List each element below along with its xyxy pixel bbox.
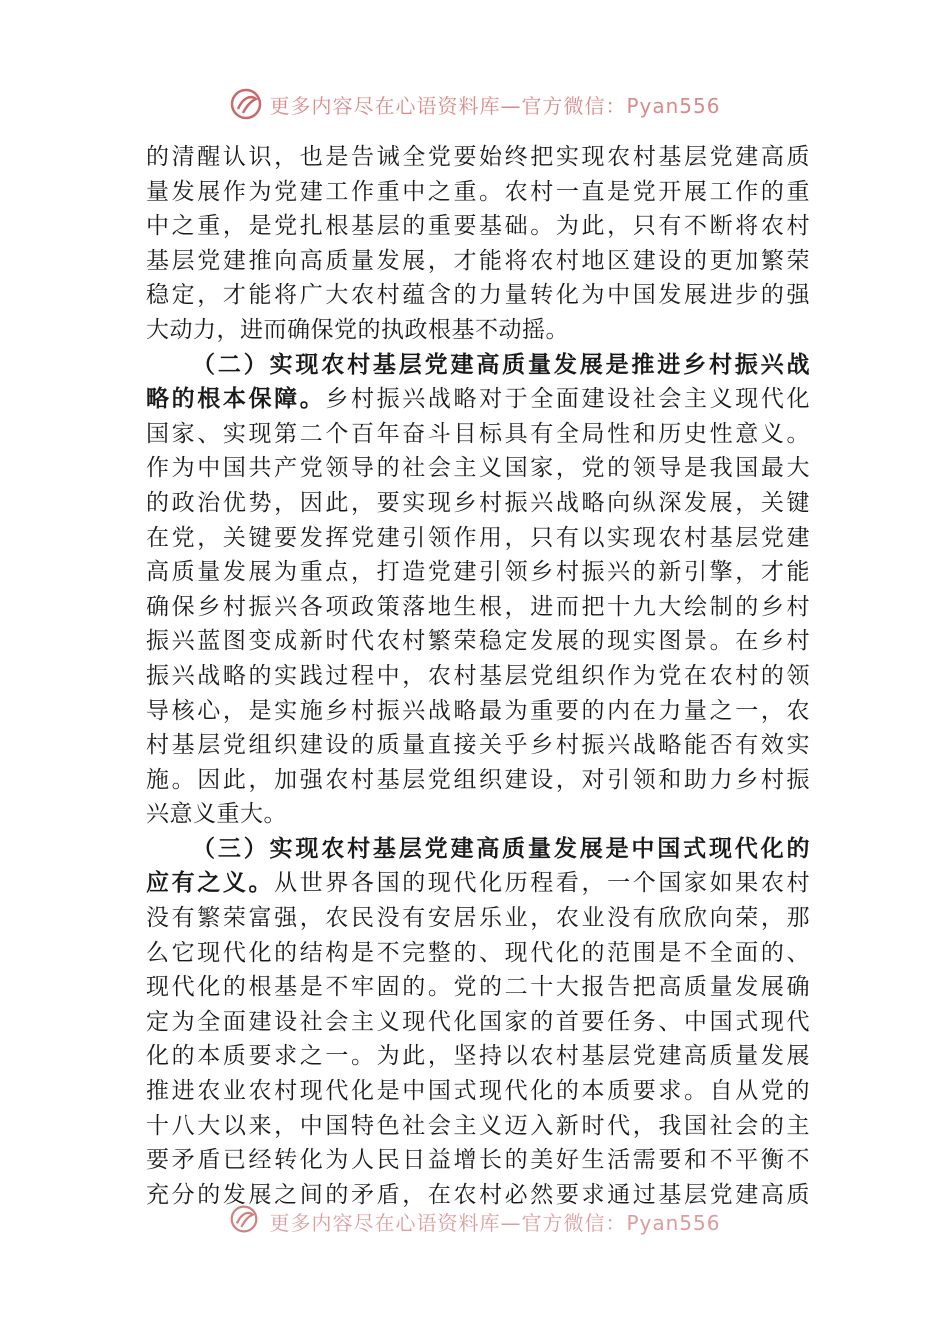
body-text: 中之重，是党扎根基层的重要基础。为此，只有不断将农村	[146, 213, 810, 240]
body-text: 大动力，进而确保党的执政根基不动摇。	[146, 316, 569, 343]
body-text: 现代化的根基是不牢固的。党的二十大报告把高质量发展确	[146, 974, 810, 1001]
text-line	[146, 382, 810, 417]
body-text: 振兴战略的实践过程中，农村基层党组织作为党在农村的领	[146, 662, 810, 689]
body-text: 国家、实现第二个百年奋斗目标具有全局性和历史性意义。	[146, 420, 810, 447]
body-text: 推进农业农村现代化是中国式现代化的本质要求。自从党的	[146, 1078, 810, 1105]
text-line	[146, 590, 810, 625]
text-line	[146, 1074, 810, 1109]
text-line	[146, 521, 810, 556]
body-text: 基层党建推向高质量发展，才能将农村地区建设的更加繁荣	[146, 247, 810, 274]
body-text: 充分的发展之间的矛盾，在农村必然要求通过基层党建高质	[146, 1181, 810, 1208]
text-line	[146, 209, 810, 244]
body-text: 施。因此，加强农村基层党组织建设，对引领和助力乡村振	[146, 766, 810, 793]
body-text: 的清醒认识，也是告诫全党要始终把实现农村基层党建高质	[146, 144, 810, 170]
section-heading: （二）实现农村基层党建高质量发展是推进乡村振兴战	[192, 350, 810, 378]
body-text: 没有繁荣富强，农民没有安居乐业，农业没有欣欣向荣，那	[146, 905, 810, 932]
text-line	[146, 175, 810, 210]
text-line	[146, 797, 810, 832]
text-line	[146, 832, 810, 867]
body-text: 的政治优势，因此，要实现乡村振兴战略向纵深发展，关键	[146, 489, 810, 516]
body-text: 兴意义重大。	[146, 801, 287, 828]
text-line	[146, 866, 810, 901]
body-text: 从世界各国的现代化历程看，一个国家如果农村	[274, 870, 811, 897]
brand-logo-icon	[229, 1204, 263, 1238]
body-text: 十八大以来，中国特色社会主义迈入新时代，我国社会的主	[146, 1112, 810, 1139]
text-line	[146, 763, 810, 798]
watermark-text: 更多内容尽在心语资料库—官方微信：Pyan556	[269, 93, 721, 118]
text-line	[146, 140, 810, 175]
text-line	[146, 970, 810, 1005]
text-line	[146, 694, 810, 729]
body-text: 振兴蓝图变成新时代农村繁荣稳定发展的现实图景。在乡村	[146, 628, 810, 655]
text-line	[146, 486, 810, 521]
text-line	[146, 936, 810, 971]
document-body	[146, 140, 810, 1212]
body-text: 量发展作为党建工作重中之重。农村一直是党开展工作的重	[146, 178, 810, 205]
watermark-text: 更多内容尽在心语资料库—官方微信：Pyan556	[269, 1210, 721, 1235]
brand-logo-icon	[229, 87, 263, 121]
section-heading: 略的根本保障。	[146, 385, 326, 413]
text-line	[146, 728, 810, 763]
body-text: 作为中国共产党领导的社会主义国家，党的领导是我国最大	[146, 455, 810, 482]
text-line	[146, 1039, 810, 1074]
text-line	[146, 278, 810, 313]
text-line	[146, 451, 810, 486]
section-heading: （三）实现农村基层党建高质量发展是中国式现代化的	[192, 834, 810, 862]
body-text: 么它现代化的结构是不完整的、现代化的范围是不全面的、	[146, 939, 810, 966]
body-text: 稳定，才能将广大农村蕴含的力量转化为中国发展进步的强	[146, 282, 810, 309]
body-text: 确保乡村振兴各项政策落地生根，进而把十九大绘制的乡村	[146, 593, 810, 620]
body-text: 在党，关键要发挥党建引领作用，只有以实现农村基层党建	[146, 524, 810, 551]
text-line	[146, 555, 810, 590]
body-text: 要矛盾已经转化为人民日益增长的美好生活需要和不平衡不	[146, 1147, 810, 1174]
body-text: 导核心，是实施乡村振兴战略最为重要的内在力量之一，农	[146, 697, 810, 724]
header-watermark	[0, 86, 950, 122]
footer-watermark	[0, 1206, 950, 1236]
text-line	[146, 624, 810, 659]
text-line	[146, 1109, 810, 1144]
text-line	[146, 348, 810, 383]
text-line	[146, 1005, 810, 1040]
body-text: 定为全面建设社会主义现代化国家的首要任务、中国式现代	[146, 1008, 810, 1035]
body-text: 乡村振兴战略对于全面建设社会主义现代化	[325, 386, 811, 413]
text-line	[146, 244, 810, 279]
text-line	[146, 313, 810, 348]
body-text: 高质量发展为重点，打造党建引领乡村振兴的新引擎，才能	[146, 559, 810, 586]
text-line	[146, 417, 810, 452]
body-text: 化的本质要求之一。为此，坚持以农村基层党建高质量发展	[146, 1043, 810, 1070]
section-heading: 应有之义。	[146, 869, 275, 897]
text-line	[146, 1143, 810, 1178]
text-line	[146, 659, 810, 694]
body-text: 村基层党组织建设的质量直接关乎乡村振兴战略能否有效实	[146, 732, 810, 759]
text-line	[146, 901, 810, 936]
